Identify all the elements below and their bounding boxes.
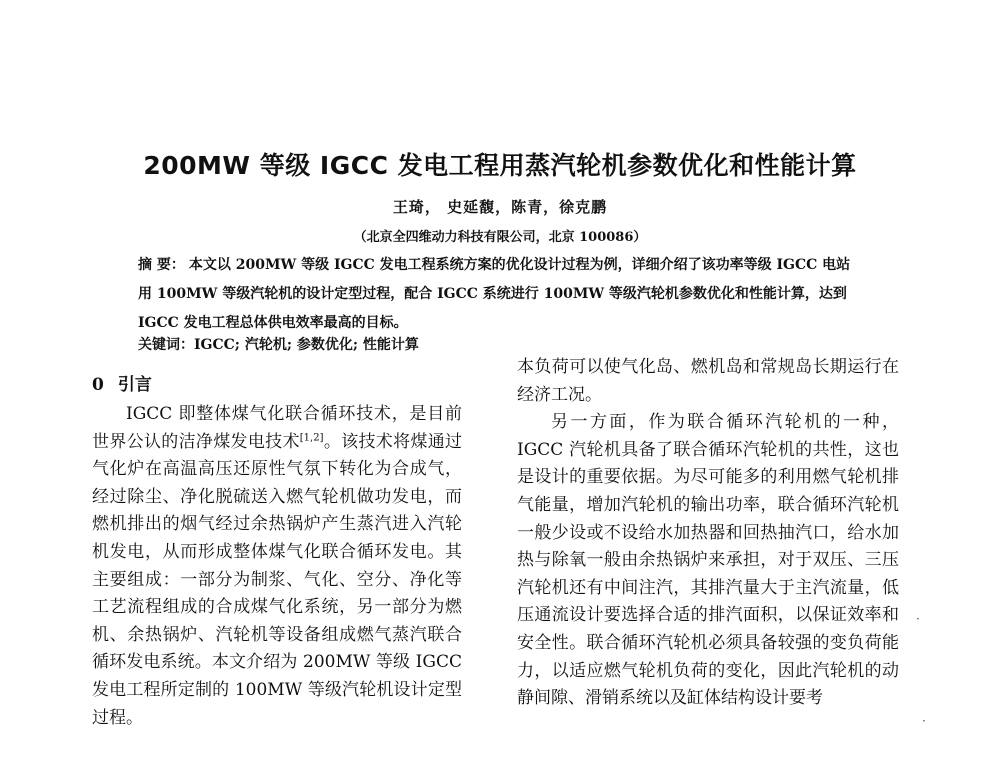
continued-paragraph: 本负荷可以使气化岛、燃机岛和常规岛长期运行在经济工况。 [517,357,899,405]
abstract [138,251,860,338]
body-paragraph: 另一方面，作为联合循环汽轮机的一种，IGCC 汽轮机具备了联合循环汽轮机的共性，这也是设计的重要依据。为尽可能多的利用燃气轮机排气能量，增加汽轮机的输出功率，联合循环汽轮机一般少设或不设给水加热器和回热抽汽口，给水加热与除氧一般由余热锅炉来承担，对于双压、三压汽轮机还有中间注汽，其排汽量大于主汽流量，低压通流设计要选择合适的排汽面积，以保证效率和安全性。联合循环汽轮机必须具备较强的变负荷能力，以适应燃气轮机负荷的变化，因此汽轮机的动静间隙、滑销系统以及缸体结构设计要考 [517,412,899,709]
keywords-label: 关键词： [138,337,194,353]
left-column [92,401,462,732]
keywords [138,334,860,354]
affiliation: （北京全四维动力科技有限公司，北京 100086） [353,230,647,245]
keywords-text: IGCC; 汽轮机; 参数优化; 性能计算 [194,337,419,353]
scan-mark: · [922,714,926,728]
intro-text-a: IGCC 即整体煤气化联合循环技术，是目前世界公认的洁净煤发电技术 [92,404,462,452]
scan-mark: · [916,612,920,626]
intro-paragraph [92,401,462,732]
section-title: 引言 [117,375,152,395]
right-column [517,354,899,713]
abstract-text: 本文以 200MW 等级 IGCC 发电工程系统方案的优化设计过程为例，详细介绍了该功率等级 IGCC 电站用 100MW 等级汽轮机的设计定型过程，配合 IGCC 系统进行 100MW 等级汽轮机参数优化和性能计算，达到 IGCC 发电工程总体供电效率最高的目标。 [138,257,851,331]
intro-text-b: 。该技术将煤通过气化炉在高温高压还原性气氛下转化为合成气，经过除尘、净化脱硫送入燃气轮机做功发电，而燃机排出的烟气经过余热锅炉产生蒸汽进入汽轮机发电，从而形成整体煤气化联合循环发电。其主要组成：一部分为制浆、气化、空分、净化等工艺流程组成的合成煤气化系统，另一部分为燃机、余热锅炉、汽轮机等设备组成燃气蒸汽联合循环发电系统。本文介绍为 200MW 等级 IGCC 发电工程所定制的 100MW 等级汽轮机设计定型过程。 [92,431,463,728]
section-heading [92,370,152,395]
section-number: 0 [92,375,104,395]
citation-ref: [1,2] [299,431,324,443]
paper-title: 200MW 等级 IGCC 发电工程用蒸汽轮机参数优化和性能计算 [143,151,857,180]
authors: 王琦， 史延馥，陈青，徐克鹏 [392,198,608,216]
abstract-label: 摘 要： [138,257,185,273]
